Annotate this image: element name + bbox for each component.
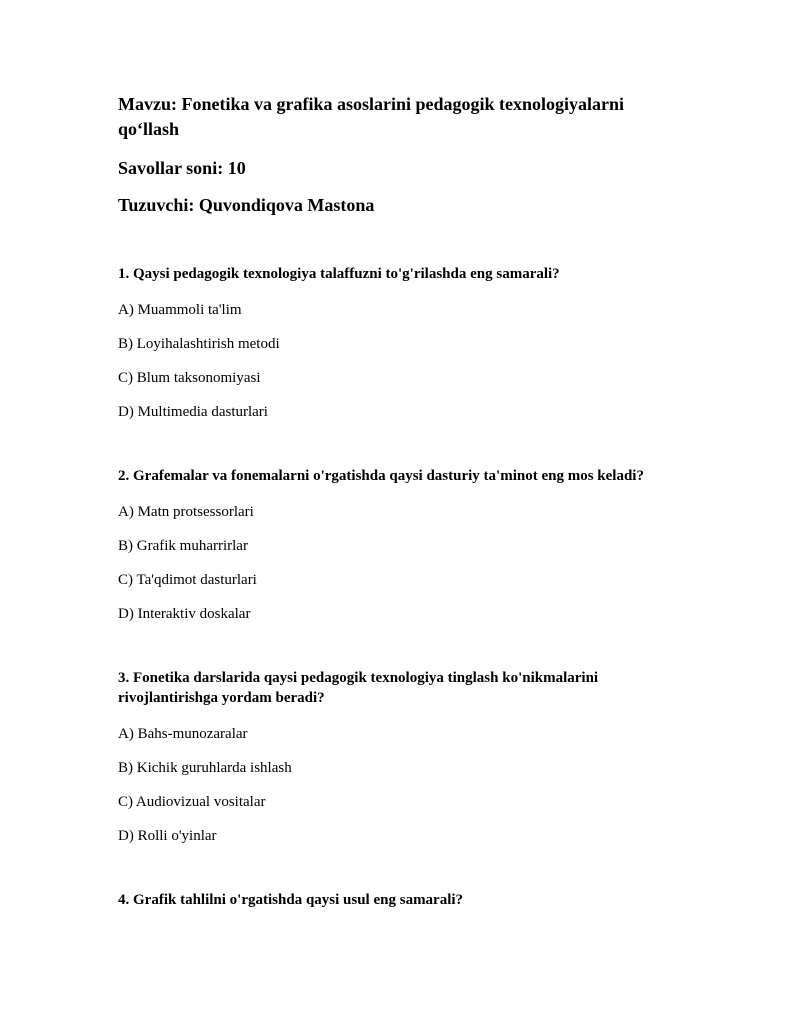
question-list bbox=[118, 264, 698, 954]
document-header bbox=[118, 92, 678, 230]
author-line: Tuzuvchi: Quvondiqova Mastona bbox=[118, 195, 375, 215]
option-a: A) Matn protsessorlari bbox=[118, 504, 254, 520]
option-d: D) Interaktiv doskalar bbox=[118, 606, 251, 622]
question-4 bbox=[118, 890, 698, 910]
question-text: 4. Grafik tahlilni o'rgatishda qaysi usul eng samarali? bbox=[118, 892, 464, 908]
option-a: A) Bahs-munozaralar bbox=[118, 726, 248, 742]
question-1 bbox=[118, 264, 698, 422]
option-b: B) Loyihalashtirish metodi bbox=[118, 336, 280, 352]
option-b: B) Kichik guruhlarda ishlash bbox=[118, 760, 292, 776]
option-b: B) Grafik muharrirlar bbox=[118, 538, 248, 554]
option-c: C) Ta'qdimot dasturlari bbox=[118, 572, 257, 588]
option-d: D) Rolli o'yinlar bbox=[118, 828, 217, 844]
option-d: D) Multimedia dasturlari bbox=[118, 404, 268, 420]
option-c: C) Blum taksonomiyasi bbox=[118, 370, 261, 386]
question-2 bbox=[118, 466, 698, 624]
topic-title: Mavzu: Fonetika va grafika asoslarini pedagogik texnologiyalarni qo‘llash bbox=[118, 94, 625, 139]
question-text: 2. Grafemalar va fonemalarni o'rgatishda qaysi dasturiy ta'minot eng mos keladi? bbox=[118, 468, 644, 484]
question-text: 1. Qaysi pedagogik texnologiya talaffuzni to'g'rilashda eng samarali? bbox=[118, 266, 560, 282]
option-c: C) Audiovizual vositalar bbox=[118, 794, 266, 810]
question-count: Savollar soni: 10 bbox=[118, 158, 246, 178]
option-a: A) Muammoli ta'lim bbox=[118, 302, 242, 318]
question-3 bbox=[118, 668, 698, 846]
question-text: 3. Fonetika darslarida qaysi pedagogik texnologiya tinglash ko'nikmalarini rivojlantirishga yordam beradi? bbox=[118, 670, 599, 706]
